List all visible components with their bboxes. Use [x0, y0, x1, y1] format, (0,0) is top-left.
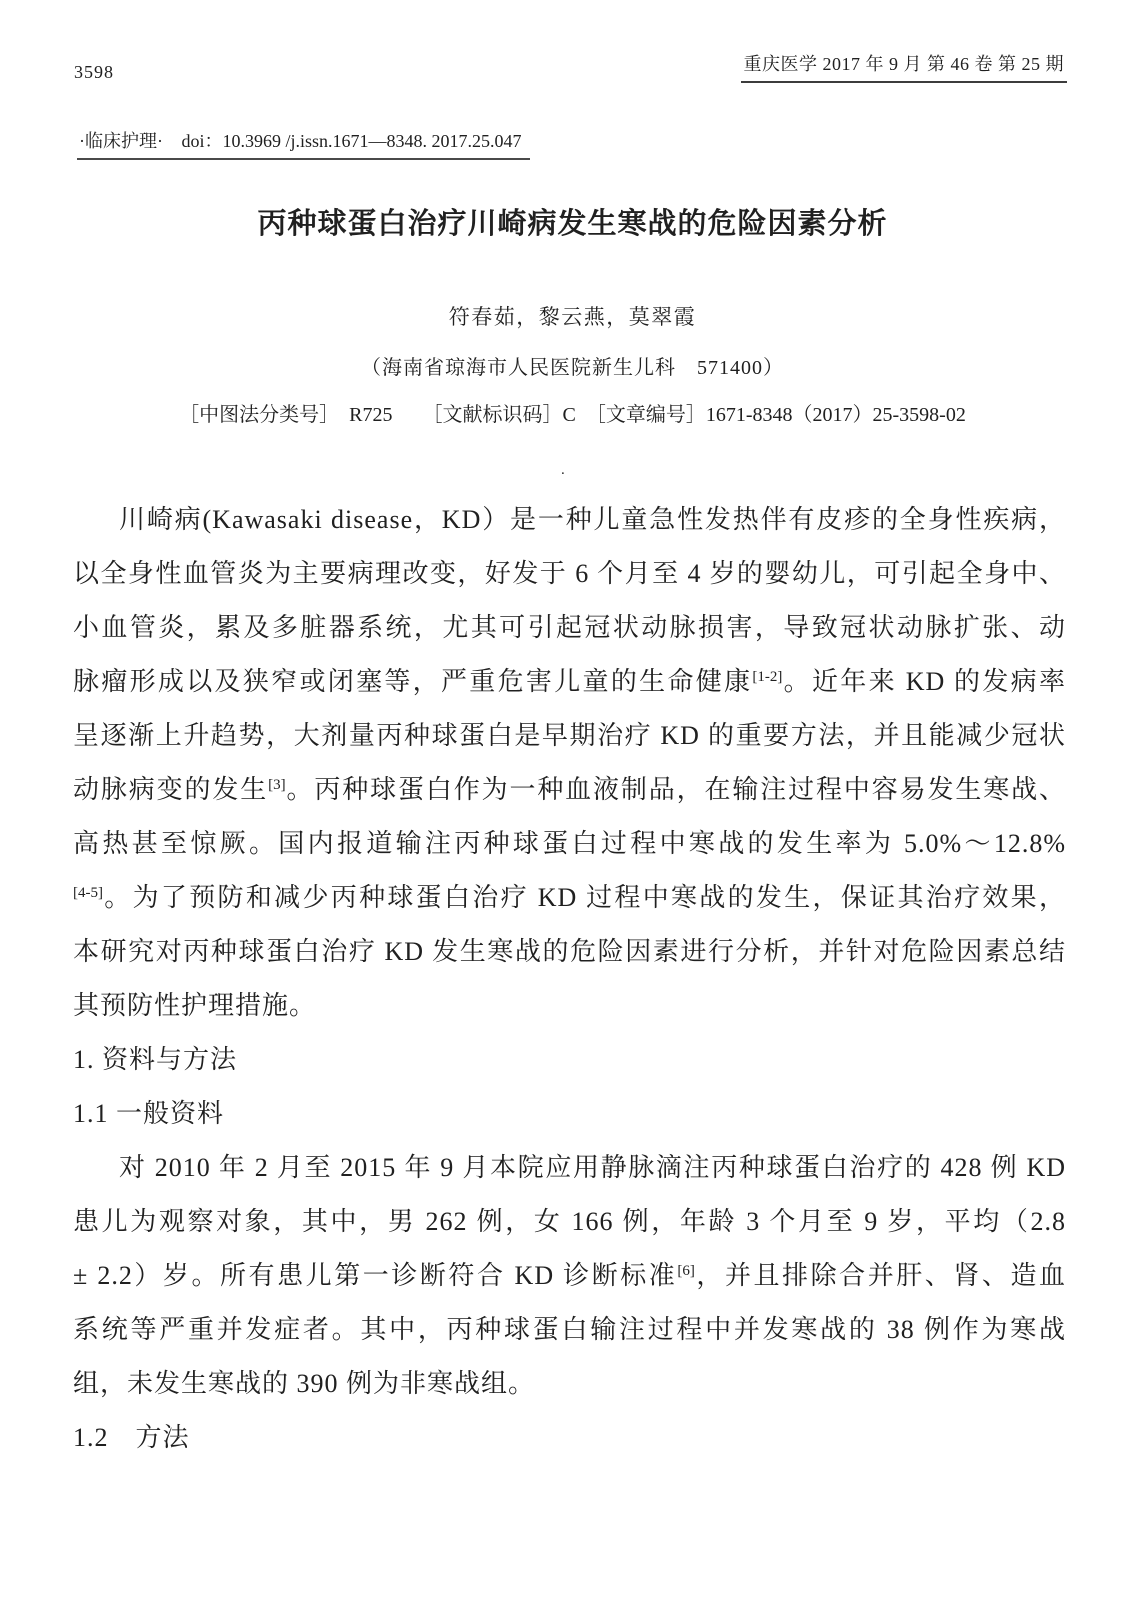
text-line — [73, 871, 1066, 925]
journal-issue-header: 重庆医学 2017 年 9 月 第 46 卷 第 25 期 — [741, 50, 1068, 83]
classification-line: ［中图法分类号］ R725 ［文献标识码］C ［文章编号］1671-8348（2017）25-3598-02 — [179, 404, 966, 426]
line-text: 组，未发生寒战的 390 例为非寒战组。 — [73, 1369, 536, 1398]
line-text: 患儿为观察对象，其中，男 262 例，女 166 例，年龄 3 个月至 9 岁，平均（2.8 — [73, 1207, 1066, 1236]
line-text: 以全身性血管炎为主要病理改变，好发于 6 个月至 4 岁的婴幼儿，可引起全身中、 — [73, 559, 1066, 588]
doi-text: doi：10.3969 /j.issn.1671—8348. 2017.25.047 — [181, 131, 522, 151]
text-line — [73, 1357, 1066, 1411]
line-text: 川崎病(Kawasaki disease，KD）是一种儿童急性发热伴有皮疹的全身性疾病， — [119, 505, 1066, 534]
doi-underline — [77, 127, 530, 160]
text-line — [73, 763, 1066, 817]
text-line — [73, 817, 1066, 871]
line-text: 高热甚至惊厥。国内报道输注丙种球蛋白过程中寒战的发生率为 5.0%～12.8% — [73, 829, 1066, 858]
text-line — [73, 1195, 1066, 1249]
line-text: 对 2010 年 2 月至 2015 年 9 月本院应用静脉滴注丙种球蛋白治疗的 428 例 KD — [119, 1153, 1066, 1182]
line-text: 小血管炎，累及多脏器系统，尤其可引起冠状动脉损害，导致冠状动脉扩张、动 — [73, 613, 1066, 642]
section-heading-1-1: 1.1 一般资料 — [73, 1099, 225, 1128]
section-heading-1-2: 1.2 方法 — [73, 1423, 190, 1452]
authors-line: 符春茹，黎云燕，莫翠霞 — [448, 305, 697, 329]
line-text: 其预防性护理措施。 — [73, 991, 317, 1020]
section-heading-1: 1. 资料与方法 — [73, 1045, 238, 1074]
doi-row — [77, 127, 530, 160]
article-title: 丙种球蛋白治疗川崎病发生寒战的危险因素分析 — [257, 208, 888, 240]
text-line — [73, 1249, 1066, 1303]
text-line — [73, 1303, 1066, 1357]
line-text: ，并且排除合并肝、肾、造血 — [694, 1261, 1066, 1290]
text-line — [73, 655, 1066, 709]
text-line — [73, 979, 1066, 1033]
line-text: 。为了预防和减少丙种球蛋白治疗 KD 过程中寒战的发生，保证其治疗效果， — [103, 883, 1066, 912]
citation-superscript: [4-5] — [73, 885, 103, 901]
article-body — [73, 493, 1066, 1465]
running-head — [74, 50, 1067, 83]
line-text: 。丙种球蛋白作为一种血液制品，在输注过程中容易发生寒战、 — [285, 775, 1066, 804]
stray-dot: . — [561, 462, 565, 478]
text-line — [73, 493, 1066, 547]
text-line — [73, 925, 1066, 979]
column-label: ·临床护理· — [79, 131, 163, 151]
citation-superscript: [6] — [677, 1263, 695, 1279]
line-text: 系统等严重并发症者。其中，丙种球蛋白输注过程中并发寒战的 38 例作为寒战 — [73, 1315, 1066, 1344]
line-text: 呈逐渐上升趋势，大剂量丙种球蛋白是早期治疗 KD 的重要方法，并且能减少冠状 — [73, 721, 1066, 750]
text-line — [73, 709, 1066, 763]
line-text: 。近年来 KD 的发病率 — [782, 667, 1066, 696]
text-line — [73, 1141, 1066, 1195]
line-text: 动脉病变的发生 — [73, 775, 269, 804]
line-text: ± 2.2）岁。所有患儿第一诊断符合 KD 诊断标准 — [73, 1261, 678, 1290]
line-text: 脉瘤形成以及狭窄或闭塞等，严重危害儿童的生命健康 — [73, 667, 753, 696]
text-line — [73, 601, 1066, 655]
citation-superscript: [3] — [268, 777, 286, 793]
affiliation-line: （海南省琼海市人民医院新生儿科 571400） — [361, 357, 784, 379]
citation-superscript: [1-2] — [752, 669, 783, 685]
line-text: 本研究对丙种球蛋白治疗 KD 发生寒战的危险因素进行分析，并针对危险因素总结 — [73, 937, 1066, 966]
text-line — [73, 547, 1066, 601]
page-number: 3598 — [74, 62, 114, 82]
